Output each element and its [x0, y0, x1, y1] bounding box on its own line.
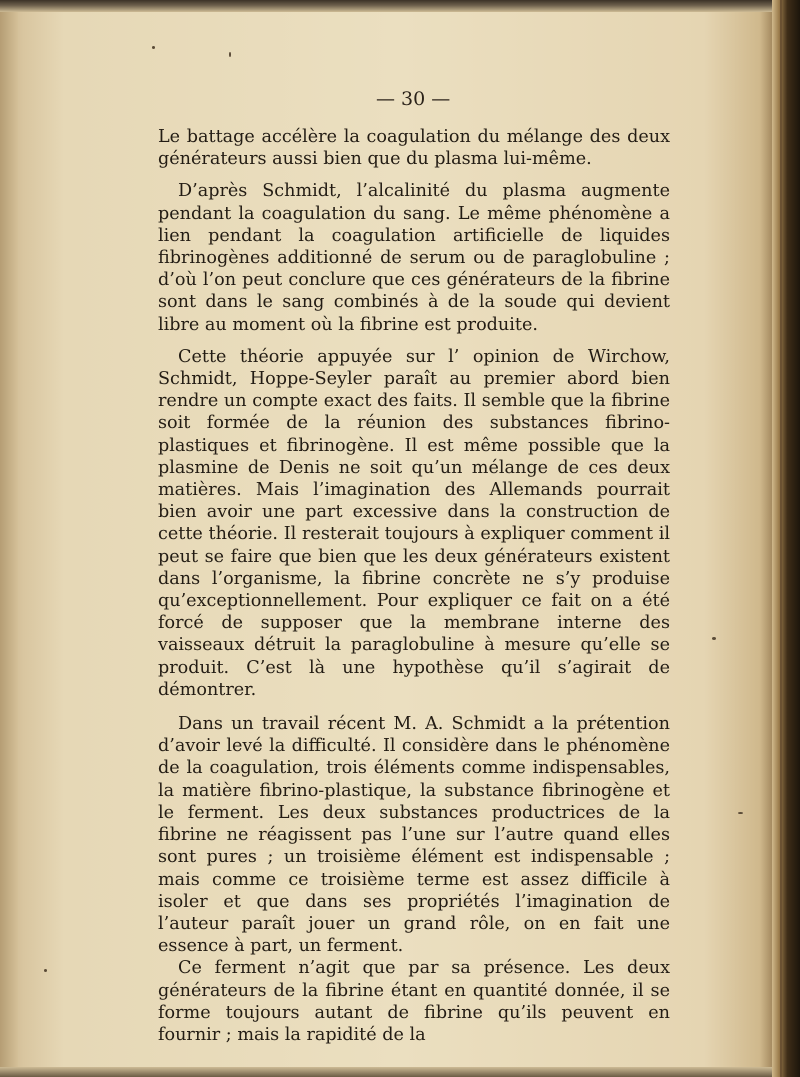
- paper-speck: [229, 52, 231, 57]
- page-left-margin: [0, 0, 18, 1077]
- paragraph-2: D’après Schmidt, l’alcalinité du plasma augmente pendant la coagulation du sang. Le même phénomène a lien pendant la coagulation artificielle de liquides fibrinogènes additionné de serum ou de paraglobuline ; d’où l’on peut conclure que ces générateurs de la fibrine sont dans le sang combinés à de la soude qui devient libre au moment où la fibrine est produite.: [158, 181, 670, 335]
- page-number: — 30 —: [376, 88, 451, 110]
- page-bottom-edge: [0, 1067, 800, 1077]
- paragraph-4: Dans un travail récent M. A. Schmidt a la prétention d’avoir levé la difficulté. Il considère dans le phénomène de la coagulation, trois éléments comme indispensables, la matière fibrino-plastique, la substance fibrinogène et le ferment. Les deux substances productrices de la fibrine ne réagissent pas l’une sur l’autre quand elles sont pures ; un troisième élément est indispensable ; mais comme ce troisième terme est assez difficile à isoler et que dans ses propriétés l’imagination de l’auteur paraît jouer un grand rôle, on en fait une essence à part, un ferment.: [158, 714, 670, 957]
- paragraph-3: Cette théorie appuyée sur l’ opinion de Wirchow, Schmidt, Hoppe-Seyler paraît au premier abord bien rendre un compte exact des faits. Il semble que la fibrine soit formée de la réunion des substances fibrino-plastiques et fibrinogène. Il est même possible que la plasmine de Denis ne soit qu’un mélange de ces deux matières. Mais l’imagination des Allemands pourrait bien avoir une part excessive dans la construction de cette théorie. Il resterait toujours à expliquer comment il peut se faire que bien que les deux générateurs existent dans l’organisme, la fibrine concrète ne s’y produise qu’exceptionnellement. Pour expliquer ce fait on a été forcé de supposer que la membrane interne des vaisseaux détruit la paraglobuline à mesure qu’elle se produit. C’est là une hypothèse qu’il s’agirait de démontrer.: [158, 346, 670, 700]
- paper-speck: [712, 637, 716, 640]
- paper-speck: [738, 812, 743, 814]
- paragraph-1: Le battage accélère la coagulation du mélange des deux générateurs aussi bien que du plasma lui-même.: [158, 127, 670, 170]
- body-text: [158, 126, 670, 1046]
- paper-speck: [152, 46, 155, 49]
- paragraph-5: Ce ferment n’agit que par sa présence. Les deux générateurs de la fibrine étant en quantité donnée, il se forme toujours autant de fibrine qu’ils peuvent en fournir ; mais la rapidité de la: [158, 958, 670, 1045]
- book-binding-edge: [772, 0, 800, 1077]
- page-top-edge: [0, 0, 800, 12]
- paper-speck: [44, 969, 47, 972]
